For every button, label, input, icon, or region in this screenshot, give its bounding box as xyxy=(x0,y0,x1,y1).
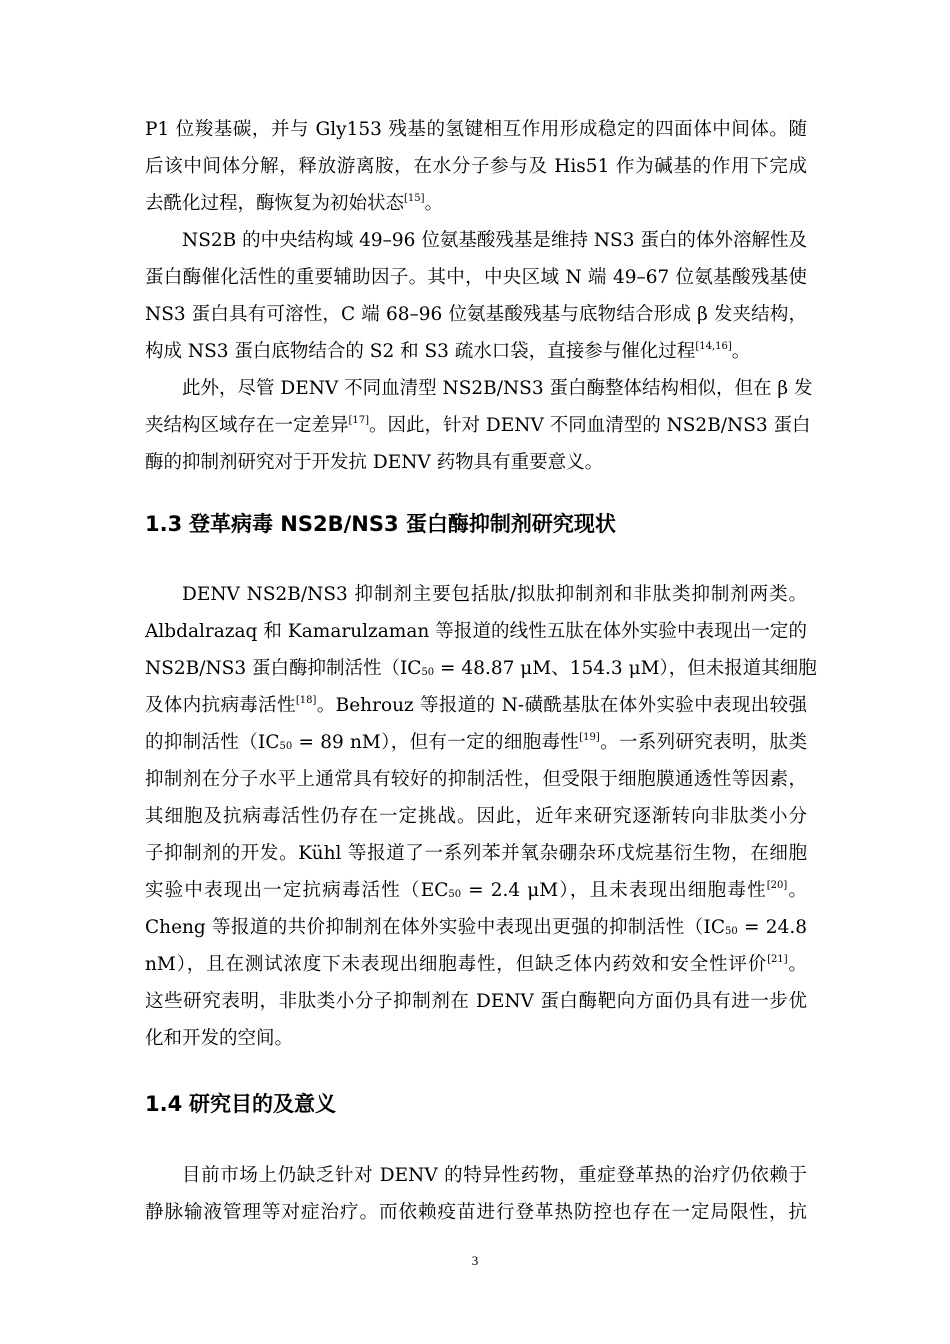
body-text-line xyxy=(145,873,807,909)
section-title: 研究目的及意义 xyxy=(189,1092,336,1116)
citation-ref: [19] xyxy=(579,732,600,743)
text-run: 去酰化过程，酶恢复为初始状态 xyxy=(145,193,405,214)
citation-ref: [18] xyxy=(295,695,317,706)
body-text-line: 蛋白酶催化活性的重要辅助因子。其中，中央区域 N 端 49–67 位氨基酸残基使 xyxy=(145,267,807,288)
text-run: 。Behrouz 等报道的 N-磺酰基肽在体外实验中表现出较强 xyxy=(316,695,807,716)
text-run: 实验中表现出一定抗病毒活性（EC xyxy=(145,880,449,901)
body-text-line: NS2B 的中央结构域 49–96 位氨基酸残基是维持 NS3 蛋白的体外溶解性及 xyxy=(182,230,807,251)
body-text-line xyxy=(145,651,817,687)
text-run: 的抑制活性（IC xyxy=(145,732,280,753)
text-run: 。因此，针对 DENV 不同血清型的 NS2B/NS3 蛋白 xyxy=(369,415,811,436)
text-run: = 48.87 μM、154.3 μM），但未报道其细胞 xyxy=(434,658,817,679)
body-text-line xyxy=(145,408,811,444)
citation-ref: [21] xyxy=(767,954,788,965)
body-text-line: NS3 蛋白具有可溶性，C 端 68–96 位氨基酸残基与底物结合形成 β 发夹结构， xyxy=(145,304,807,325)
subscript: 50 xyxy=(421,667,435,678)
text-run: 。 xyxy=(424,193,444,214)
text-run: = 89 nM），但有一定的细胞毒性 xyxy=(292,732,580,753)
body-text-line: DENV NS2B/NS3 抑制剂主要包括肽/拟肽抑制剂和非肽类抑制剂两类。 xyxy=(182,584,807,605)
text-run: 及体内抗病毒活性 xyxy=(145,695,296,716)
text-run: 。 xyxy=(731,341,751,362)
section-number: 1.4 xyxy=(145,1092,183,1116)
body-text-line: 子抑制剂的开发。Kühl 等报道了一系列苯并氧杂硼杂环戊烷基衍生物，在细胞 xyxy=(145,843,807,864)
body-text-line xyxy=(145,910,807,946)
text-run: nM），且在测试浓度下未表现出细胞毒性，但缺乏体内药效和安全性评价 xyxy=(145,954,768,975)
body-text-line xyxy=(145,947,807,983)
body-text-line: 目前市场上仍缺乏针对 DENV 的特异性药物，重症登革热的治疗仍依赖于 xyxy=(182,1165,807,1186)
section-heading-1-4 xyxy=(145,1084,807,1124)
subscript: 50 xyxy=(279,741,293,752)
body-text-line: 抑制剂在分子水平上通常具有较好的抑制活性，但受限于细胞膜通透性等因素， xyxy=(145,769,807,790)
page-number: 3 xyxy=(471,1253,479,1268)
body-text-line: 其细胞及抗病毒活性仍存在一定挑战。因此，近年来研究逐渐转向非肽类小分 xyxy=(145,806,807,827)
text-run: 构成 NS3 蛋白底物结合的 S2 和 S3 疏水口袋，直接参与催化过程 xyxy=(145,341,696,362)
body-text-line: 这些研究表明，非肽类小分子抑制剂在 DENV 蛋白酶靶向方面仍具有进一步优 xyxy=(145,991,807,1012)
subscript: 50 xyxy=(725,926,738,937)
text-run: NS2B/NS3 蛋白酶抑制活性（IC xyxy=(145,658,422,679)
citation-ref: [15] xyxy=(404,193,425,204)
text-run: = 2.4 μM），且未表现出细胞毒性 xyxy=(461,880,767,901)
section-title: 登革病毒 NS2B/NS3 蛋白酶抑制剂研究现状 xyxy=(189,512,616,536)
text-run: 。 xyxy=(787,880,807,901)
section-heading-1-3 xyxy=(145,504,807,544)
body-text-line xyxy=(145,725,807,761)
section-number: 1.3 xyxy=(145,512,183,536)
body-text-line xyxy=(145,186,807,222)
body-text-line: 化和开发的空间。 xyxy=(145,1028,294,1049)
body-text-line: 酶的抑制剂研究对于开发抗 DENV 药物具有重要意义。 xyxy=(145,452,604,473)
body-text-line: 静脉输液管理等对症治疗。而依赖疫苗进行登革热防控也存在一定局限性，抗 xyxy=(145,1202,807,1223)
citation-ref: [14,16] xyxy=(695,341,732,352)
body-text-line: 此外，尽管 DENV 不同血清型 NS2B/NS3 蛋白酶整体结构相似，但在 β 发 xyxy=(182,378,813,399)
body-text-line: P1 位羧基碳，并与 Gly153 残基的氢键相互作用形成稳定的四面体中间体。随 xyxy=(145,119,807,140)
text-run: = 24.8 xyxy=(737,917,807,938)
text-run: 夹结构区域存在一定差异 xyxy=(145,415,349,436)
citation-ref: [17] xyxy=(348,415,370,426)
subscript: 50 xyxy=(448,889,462,900)
text-run: 。一系列研究表明，肽类 xyxy=(599,732,808,753)
body-text-line xyxy=(145,688,807,724)
body-text-line: 后该中间体分解，释放游离胺，在水分子参与及 His51 作为碱基的作用下完成 xyxy=(145,156,807,177)
text-run: 。 xyxy=(787,954,807,975)
text-run: Cheng 等报道的共价抑制剂在体外实验中表现出更强的抑制活性（IC xyxy=(145,917,725,938)
body-text-line xyxy=(145,334,807,370)
citation-ref: [20] xyxy=(766,880,788,891)
body-text-line: Albdalrazaq 和 Kamarulzaman 等报道的线性五肽在体外实验中表现出一定的 xyxy=(145,621,807,642)
